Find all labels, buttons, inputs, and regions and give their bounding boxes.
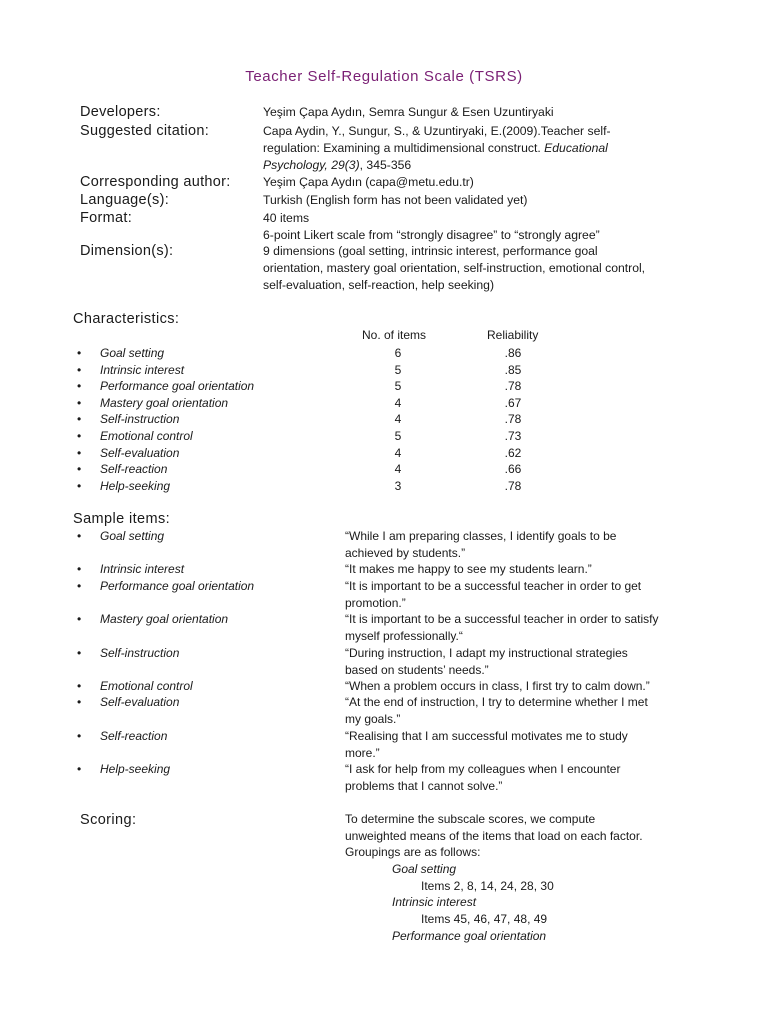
dimensions-label: Dimension(s): — [80, 243, 174, 259]
item-count: 3 — [394, 478, 402, 493]
dimension-name: Performance goal orientation — [100, 579, 255, 593]
language-label: Language(s): — [80, 192, 170, 208]
sample-quote: “It is important to be a successful teacher in order to satisfy myself professionally.“ — [345, 612, 659, 643]
table-row — [73, 461, 713, 478]
dimension-name: Self-evaluation — [100, 695, 180, 709]
dimension-name: Self-instruction — [100, 412, 180, 427]
item-count: 5 — [394, 429, 402, 443]
reliability-value: .78 — [504, 478, 522, 493]
list-item — [73, 728, 713, 762]
citation-label: Suggested citation: — [80, 123, 210, 139]
dimensions-value: 9 dimensions (goal setting, intrinsic interest, performance goal orientation, mastery goal orientation, self-instruction, emotional control, self-evaluation, self-reaction, help seeking) — [263, 244, 646, 292]
list-item — [73, 611, 713, 645]
dimension-name: Self-instruction — [100, 646, 180, 660]
reliability-value: .86 — [504, 346, 522, 360]
citation-value: Capa Aydin, Y., Sungur, S., & Uzuntiryaki, E.(2009).Teacher self- regulation: Examining a multidimensional construct. Educational Psychology, 29(3), 345-356 — [263, 124, 611, 172]
developers-label: Developers: — [80, 104, 161, 120]
sample-quote: “When a problem occurs in class, I first try to calm down.” — [345, 679, 650, 693]
sample-quote: “It is important to be a successful teacher in order to get promotion.” — [345, 579, 642, 610]
reliability-value: .67 — [504, 395, 522, 410]
sample-quote: “It makes me happy to see my students learn.” — [345, 562, 592, 576]
info-block — [80, 104, 700, 293]
scoring-group-name: Goal setting — [392, 862, 457, 876]
reliability-value: .78 — [504, 412, 522, 427]
dimension-name: Intrinsic interest — [100, 562, 185, 576]
dimension-name: Performance goal orientation — [100, 379, 255, 394]
dimensions-row — [80, 243, 700, 293]
dimension-name: Help-seeking — [100, 762, 171, 776]
list-item — [73, 528, 713, 562]
scoring-group-name: Performance goal orientation — [392, 929, 547, 943]
bullet: • — [77, 679, 82, 693]
language-value: Turkish (English form has not been validated yet) — [263, 193, 528, 207]
item-count: 4 — [394, 395, 402, 410]
table-row — [73, 445, 713, 462]
dimension-name: Intrinsic interest — [100, 362, 185, 377]
item-count: 4 — [394, 412, 402, 427]
bullet: • — [77, 462, 82, 477]
reliability-value: .85 — [504, 362, 522, 377]
list-item — [73, 578, 713, 612]
items-column-header: No. of items — [362, 328, 427, 342]
item-count: 4 — [394, 462, 402, 477]
bullet: • — [77, 429, 82, 443]
bullet: • — [77, 612, 82, 626]
bullet: • — [77, 646, 82, 660]
table-row — [73, 395, 713, 412]
scoring-group-items: Items 45, 46, 47, 48, 49 — [421, 912, 548, 926]
list-item — [73, 678, 713, 695]
language-row — [80, 192, 700, 210]
bullet: • — [77, 562, 82, 576]
dimension-name: Self-evaluation — [100, 445, 180, 460]
dimension-name: Goal setting — [100, 529, 165, 543]
format-label: Format: — [80, 210, 133, 226]
sample-quote: “I ask for help from my colleagues when I encounter problems that I cannot solve.” — [345, 762, 621, 793]
corresponding-row — [80, 174, 700, 192]
table-row — [73, 411, 713, 428]
reliability-value: .66 — [504, 462, 522, 477]
bullet: • — [77, 362, 82, 377]
corresponding-label: Corresponding author: — [80, 174, 231, 190]
format-row — [80, 210, 700, 243]
item-count: 4 — [394, 445, 402, 460]
dimension-name: Mastery goal orientation — [100, 395, 229, 410]
bullet: • — [77, 379, 82, 394]
table-row — [73, 478, 713, 495]
developers-row — [80, 104, 700, 123]
sample-items-heading: Sample items: — [73, 511, 171, 527]
dimension-name: Emotional control — [100, 429, 193, 443]
dimension-name: Self-reaction — [100, 462, 168, 477]
bullet: • — [77, 346, 82, 360]
dimension-name: Mastery goal orientation — [100, 612, 229, 626]
characteristics-heading: Characteristics: — [73, 311, 180, 327]
bullet: • — [77, 478, 82, 493]
reliability-value: .73 — [504, 429, 522, 443]
dimension-name: Goal setting — [100, 346, 165, 360]
bullet: • — [77, 695, 82, 709]
table-row — [73, 378, 713, 395]
format-value: 40 items 6-point Likert scale from “strongly disagree” to “strongly agree” — [263, 211, 600, 242]
list-item — [73, 694, 713, 728]
list-item — [73, 561, 713, 578]
bullet: • — [77, 529, 82, 543]
list-item — [73, 761, 713, 795]
citation-row — [80, 123, 700, 174]
reliability-value: .62 — [504, 445, 522, 460]
sample-quote: “During instruction, I adapt my instructional strategies based on students’ needs.” — [345, 646, 628, 677]
reliability-value: .78 — [504, 379, 522, 394]
dimension-name: Self-reaction — [100, 729, 168, 743]
bullet: • — [77, 579, 82, 593]
corresponding-value: Yeşim Çapa Aydın (capa@metu.edu.tr) — [263, 175, 474, 189]
sample-quote: “At the end of instruction, I try to determine whether I met my goals.” — [345, 695, 648, 726]
item-count: 6 — [394, 346, 402, 360]
scoring-group-name: Intrinsic interest — [392, 895, 477, 909]
sample-quote: “Realising that I am successful motivates me to study more.” — [345, 729, 628, 760]
table-row — [73, 345, 713, 362]
item-count: 5 — [394, 362, 402, 377]
table-row — [73, 428, 713, 445]
bullet: • — [77, 445, 82, 460]
dimension-name: Help-seeking — [100, 478, 171, 493]
sample-quote: “While I am preparing classes, I identify goals to be achieved by students.” — [345, 529, 617, 560]
item-count: 5 — [394, 379, 402, 394]
reliability-column-header: Reliability — [487, 328, 539, 342]
dimension-name: Emotional control — [100, 679, 193, 693]
list-item — [73, 645, 713, 679]
bullet: • — [77, 762, 82, 776]
scoring-group-items: Items 2, 8, 14, 24, 28, 30 — [421, 879, 554, 893]
bullet: • — [77, 395, 82, 410]
bullet: • — [77, 412, 82, 427]
table-row — [73, 362, 713, 379]
developers-value: Yeşim Çapa Aydın, Semra Sungur & Esen Uzuntiryaki — [263, 105, 554, 119]
scoring-label: Scoring: — [80, 812, 137, 828]
page-title: Teacher Self-Regulation Scale (TSRS) — [245, 68, 523, 85]
scoring-text: To determine the subscale scores, we compute unweighted means of the items that load on each factor. Groupings are as follows: — [345, 812, 643, 860]
bullet: • — [77, 729, 82, 743]
